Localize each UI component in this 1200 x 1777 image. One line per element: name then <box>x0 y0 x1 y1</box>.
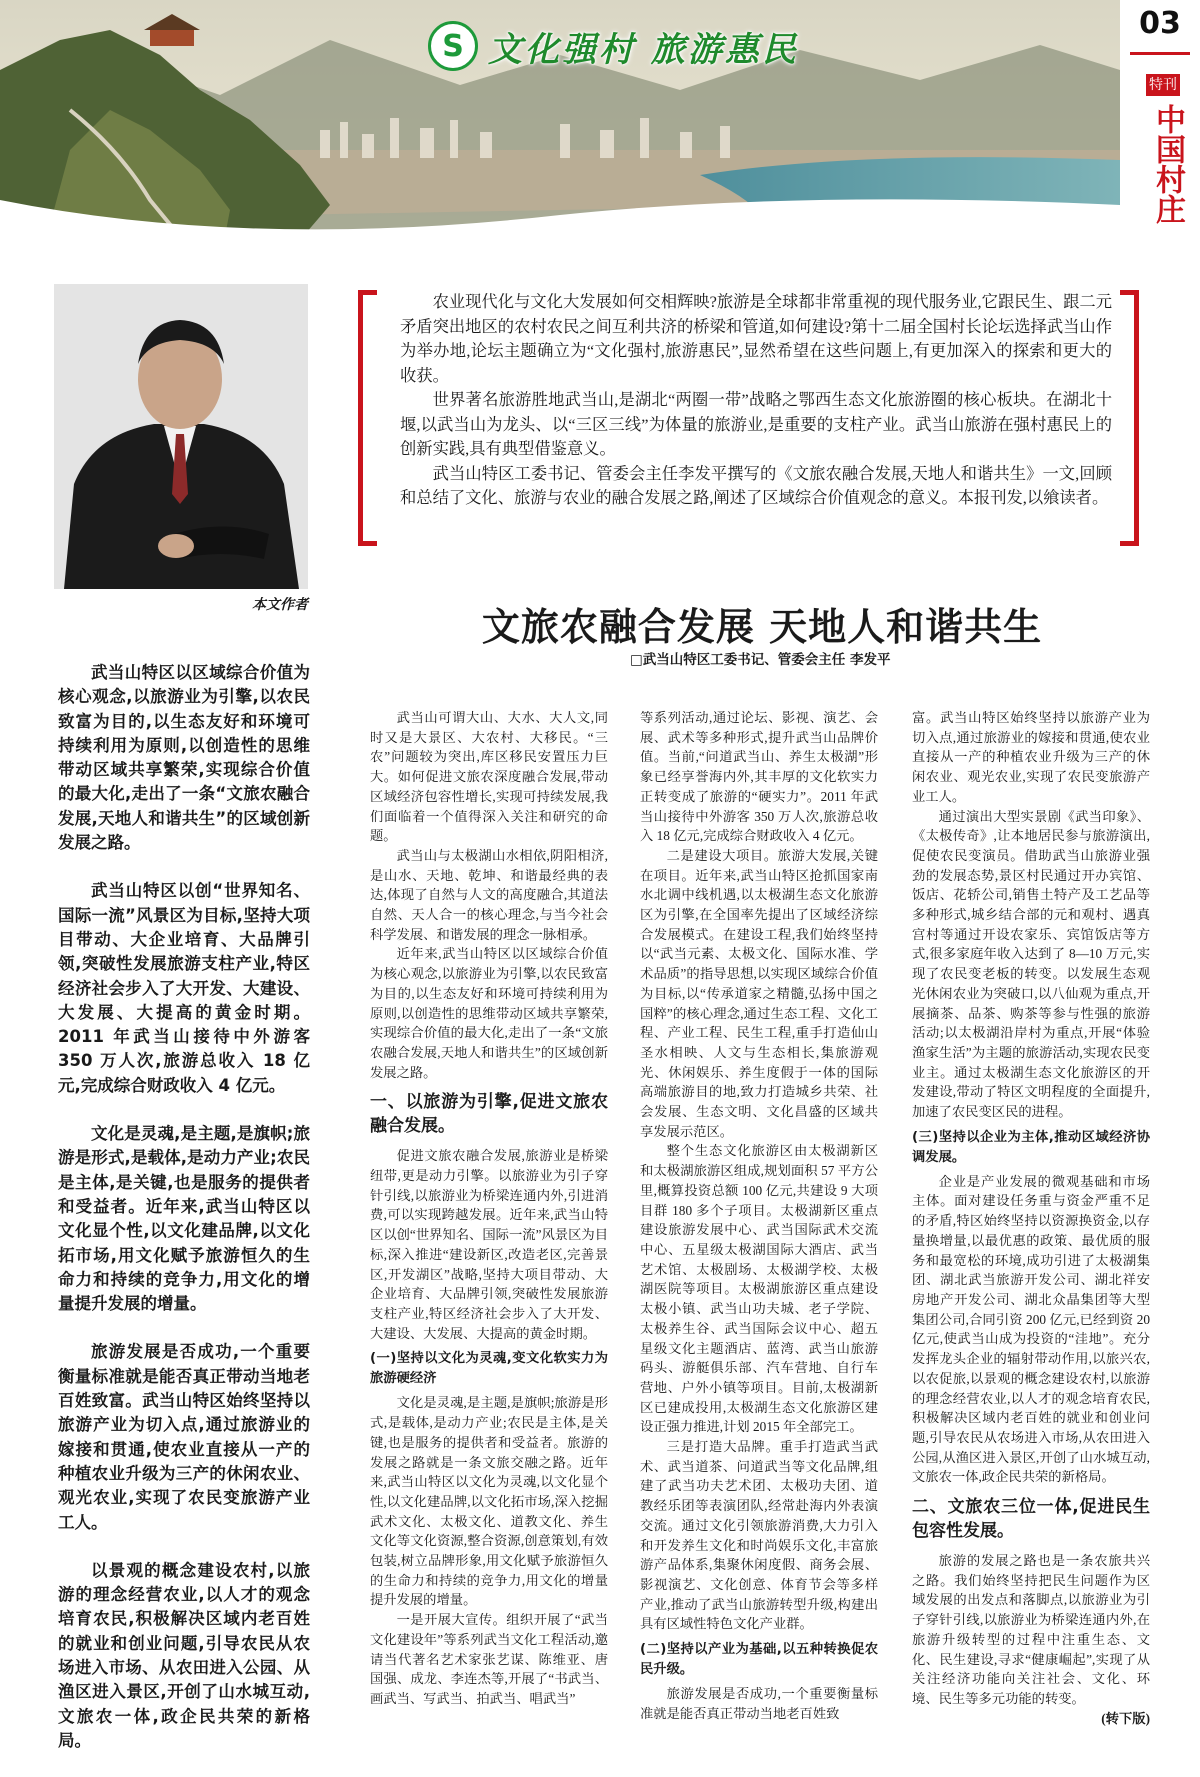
body-paragraph: 二是建设大项目。旅游大发展,关键在项目。近年来,武当山特区抢抓国家南水北调中线机遇,以太极湖生态文化旅游区为引擎,在全国率先提出了区域经济综合发展模式。在建设工程,我们始终坚持以“武当元素、太极文化、国际水准、学术品质”的指导思想,以实现区域综合价值为目标,以“传承道家之精髓,弘扬中国之国粹”的核心理念,通过生态工程、文化工程、产业工程、民生工程,重手打造仙山圣水相映、人文与生态相长,集旅游观光、休闲娱乐、养生度假于一体的国际高端旅游目的地,致力打造城乡共荣、社会发展、生态文明、文化昌盛的区域共享发展示范区。 <box>640 847 878 1139</box>
subsection-heading: (三)坚持以企业为主体,推动区域经济协调发展。 <box>912 1129 1150 1165</box>
body-paragraph: 武当山与太极湖山水相依,阴阳相济,是山水、天地、乾坤、和谐最经典的表达,体现了自然与人文的高度融合,其道法自然、天人合一的核心理念,与当今社会科学发展、和谐发展的理念一脉相承。 <box>370 847 608 942</box>
summary-paragraph: 文化是灵魂,是主题,是旗帜;旅游是形式,是载体,是动力产业;农民是主体,是关键,也是服务的提供者和受益者。近年来,武当山特区以文化显个性,以文化建品牌,以文化拓市场,用文化赋予旅游恒久的生命力和持续的竞争力,用文化的增量提升发展的增量。 <box>58 1124 310 1314</box>
slogan-text: 文化强村 旅游惠民 <box>488 29 799 70</box>
article-byline: □武当山特区工委书记、管委会主任 李发平 <box>630 652 891 668</box>
subsection-heading: (一)坚持以文化为灵魂,变文化软实力为旅游硬经济 <box>370 1351 608 1387</box>
intro-left-bracket <box>358 290 377 546</box>
body-paragraph: 一是开展大宣传。组织开展了“武当文化建设年”等系列武当文化工程活动,邀请当代著名艺术家张艺谋、陈维亚、唐国强、成龙、李连杰等,开展了“书武当、画武当、写武当、拍武当、唱武当” <box>370 1612 608 1706</box>
subsection-heading: (二)坚持以产业为基础,以五种转换促农民升级。 <box>640 1642 878 1678</box>
intro-paragraph: 武当山特区工委书记、管委会主任李发平撰写的《文旅农融合发展,天地人和谐共生》一文,回顾和总结了文化、旅游与农业的融合发展之路,阐述了区域综合价值观念的意义。本报刊发,以飨读者。 <box>400 463 1112 507</box>
summary-column <box>58 661 310 1777</box>
page-number-divider <box>1130 52 1190 55</box>
summary-paragraph: 武当山特区以区域综合价值为核心观念,以旅游业为引擎,以农民致富为目的,以生态友好和环境可持续利用为原则,以创造性的思维带动区域共享繁荣,实现综合价值的最大化,走出了一条“文旅农融合发展,天地人和谐共生”的区域创新发展之路。 <box>58 663 310 853</box>
summary-paragraph: 旅游发展是否成功,一个重要衡量标准就是能否真正带动当地老百姓致富。武当山特区始终坚持以旅游产业为切入点,通过旅游业的嫁接和贯通,使农业直接从一产的种植农业升级为三产的休闲农业、观光农业,实现了农民变旅游产业工人。 <box>58 1342 310 1532</box>
body-paragraph: 武当山可谓大山、大水、大人文,同时又是大景区、大农村、大移民。“三农”问题较为突出,库区移民安置压力巨大。如何促进文旅农深度融合发展,带动区域经济包容性增长,实现可持续发展,我们面临着一个值得深入关注和研究的命题。 <box>370 710 608 844</box>
body-paragraph: 企业是产业发展的微观基础和市场主体。面对建设任务重与资金严重不足的矛盾,特区始终坚持以资源换资金,以存量换增量,以最优惠的政策、最优质的服务和最宽松的环境,成功引进了太极湖集团、湖北武当旅游开发公司、湖北祥安房地产开发公司、湖北众晶集团等大型集团公司,合同引资 200 亿元,已经到资 20 亿元,使武当山成为投资的“洼地”。充分发挥龙头企业的辐射带动作用,以旅兴农,以农促旅,以景观的概念建设农村,以旅游的理念经营农业,以人才的观念培育农民,积极解决区域内老百姓的就业和创业问题,引导农民从农场进入市场,从农田进入公园,从渔区进入景区,开创了山水城互动,文旅农一体,政企民共荣的新格局。 <box>912 1173 1150 1485</box>
body-paragraph: 等系列活动,通过论坛、影视、演艺、会展、武术等多种形式,提升武当山品牌价值。当前,“问道武当山、养生太极湖”形象已经享誉海内外,其丰厚的文化软实力正转变成了旅游的“硬实力”。2011 年武当山接待中外游客 350 万人次,旅游总收入 18 亿元,完成综合财政收入 4 亿元。 <box>640 710 878 844</box>
body-paragraph: 近年来,武当山特区以区域综合价值为核心观念,以旅游业为引擎,以农民致富为目的,以生态友好和环境可持续利用为原则,以创造性的思维带动区域共享繁荣,实现综合价值的最大化,走出了一条“文旅农融合发展,天地人和谐共生”的区域创新发展之路。 <box>370 946 608 1080</box>
intro-paragraph: 农业现代化与文化大发展如何交相辉映?旅游是全球都非常重视的现代服务业,它跟民生、跟二元矛盾突出地区的农村农民之间互利共济的桥梁和管道,如何建设?第十二届全国村长论坛选择武当山作为举办地,论坛主题确立为“文化强村,旅游惠民”,显然希望在这些问题上,有更加深入的探索和更大的收获。 <box>400 292 1112 385</box>
section-title: 中国村庄 <box>1150 104 1185 224</box>
body-column-1 <box>370 708 608 1709</box>
summary-paragraph: 以景观的概念建设农村,以旅游的理念经营农业,以人才的观念培育农民,积极解决区域内老百姓的就业和创业问题,引导农民从农场进入市场、从农田进入公园、从渔区进入景区,开创了山水城互动,文旅农一体,政企民共荣的新格局。 <box>58 1560 310 1750</box>
body-paragraph: 旅游的发展之路也是一条农旅共兴之路。我们始终坚持把民生问题作为区域发展的出发点和落脚点,以旅游业为引子穿针引线,以旅游业为桥梁连通内外,在旅游升级转型的过程中注重生态、文化、民生建设,寻求“健康崛起”,实现了从关注经济功能向关注社会、文化、环境、民生等多元功能的转变。 <box>912 1553 1150 1706</box>
photo-caption: 本文作者 <box>252 597 308 613</box>
body-paragraph: 三是打造大品牌。重手打造武当武术、武当道茶、问道武当等文化品牌,组建了武当功夫艺术团、太极功夫团、道教经乐团等表演团队,经常赴海内外表演交流。通过文化引领旅游消费,大力引入和开发养生文化和时尚娱乐文化,丰富旅游产品体系,集聚休闲度假、商务会展、影视演艺、文化创意、体育节会等多样产业,推动了武当山旅游转型升级,构建出具有区域性特色文化产业群。 <box>640 1439 878 1632</box>
banner-slogan <box>428 18 808 74</box>
section-heading: 二、文旅农三位一体,促进民生包容性发展。 <box>912 1497 1150 1542</box>
page-side-strip <box>1120 0 1200 262</box>
slogan-logo-icon: S <box>428 21 478 71</box>
body-column-3 <box>912 708 1150 1728</box>
intro-paragraph: 世界著名旅游胜地武当山,是湖北“两圈一带”战略之鄂西生态文化旅游圈的核心板块。在湖北十堰,以武当山为龙头、以“三区三线”为体量的旅游业,是重要的支柱产业。武当山旅游在强村惠民上的创新实践,具有典型借鉴意义。 <box>400 390 1112 458</box>
summary-paragraph: 武当山特区以创“世界知名、国际一流”风景区为目标,坚持大项目带动、大企业培育、大品牌引领,突破性发展旅游支柱产业,特区经济社会步入了大开发、大建设、大发展、大提高的黄金时期。2011 年武当山接待中外游客 350 万人次,旅游总收入 18 亿元,完成综合财政收入 4 亿元。 <box>58 881 310 1095</box>
body-column-2 <box>640 708 878 1723</box>
author-photo <box>54 284 308 589</box>
intro-right-bracket <box>1120 290 1139 546</box>
section-heading: 一、以旅游为引擎,促进文旅农融合发展。 <box>370 1092 608 1137</box>
body-paragraph: 文化是灵魂,是主题,是旗帜;旅游是形式,是载体,是动力产业;农民是主体,是关键,也是服务的提供者和受益者。旅游的发展之路就是一条文旅交融之路。近年来,武当山特区以文化为灵魂,以文化显个性,以文化建品牌,以文化拓市场,深入挖掘武术文化、太极文化、道教文化、养生文化等文化资源,整合资源,创意策划,有效包装,树立品牌形象,用文化赋予旅游恒久的生命力和持续的竞争力,用文化的增量提升发展的增量。 <box>370 1395 608 1608</box>
continued-note: (转下版) <box>1101 1710 1150 1726</box>
editor-intro <box>400 290 1112 511</box>
body-paragraph: 促进文旅农融合发展,旅游业是桥梁纽带,更是动力引擎。以旅游业为引子穿针引线,以旅游业为桥梁连通内外,引进消费,可以实现跨越发展。近年来,武当山特区以创“世界知名、国际一流”风景区为目标,深入推进“建设新区,改造老区,完善景区,开发湖区”战略,坚持大项目带动、大企业培育、大品牌引领,突破性发展旅游支柱产业,特区经济社会步入了大开发、大建设、大发展、大提高的黄金时期。 <box>370 1148 608 1341</box>
body-paragraph: 旅游发展是否成功,一个重要衡量标准就是能否真正带动当地老百姓致 <box>640 1686 878 1721</box>
page-number: 03 <box>1139 6 1181 41</box>
body-paragraph: 通过演出大型实景剧《武当印象》、《太极传奇》,让本地居民参与旅游演出,促使农民变演员。借助武当山旅游业强劲的发展态势,景区村民通过开办宾馆、饭店、花轿公司,销售土特产及工艺品等多种形式,城乡结合部的元和观村、遇真宫村等通过开设农家乐、宾馆饭店等方式,很多家庭年收入达到了 8—10 万元,实现了农民变老板的转变。以发展生态观光休闲农业为突破口,以八仙观为重点,开展摘茶、品茶、购茶等参与性强的旅游活动;以太极湖沿岸村为重点,开展“体验渔家生活”为主题的旅游活动,实现农民变业主。通过太极湖生态文化旅游区的开发建设,带动了特区文明程度的全面提升,加速了农民变区民的进程。 <box>912 808 1150 1120</box>
article-headline: 文旅农融合发展 天地人和谐共生 <box>481 604 1043 649</box>
body-paragraph: 富。武当山特区始终坚持以旅游产业为切入点,通过旅游业的嫁接和贯通,使农业直接从一产的种植农业升级为三产的休闲农业、观光农业,实现了农民变旅游产业工人。 <box>912 710 1150 804</box>
banner <box>0 0 1120 262</box>
body-paragraph: 整个生态文化旅游区由太极湖新区和太极湖旅游区组成,规划面积 57 平方公里,概算投资总额 100 亿元,共建设 9 大项目群 180 多个子项目。太极湖新区重点建设旅游发展中心、武当国际武术交流中心、五星级太极湖国际大酒店、武当艺术馆、太极剧场、太极湖学校、太极湖医院等项目。太极湖旅游区重点建设太极小镇、武当山功夫城、老子学院、太极养生谷、武当国际会议中心、超五星级文化主题酒店、蓝湾、武当山旅游码头、游艇俱乐部、汽车营地、自行车营地、户外小镇等项目。目前,太极湖新区已建成投用,太极湖生态文化旅游区建设正强力推进,计划 2015 年全部完工。 <box>640 1143 878 1435</box>
special-issue-tag: 特刊 <box>1146 74 1180 96</box>
